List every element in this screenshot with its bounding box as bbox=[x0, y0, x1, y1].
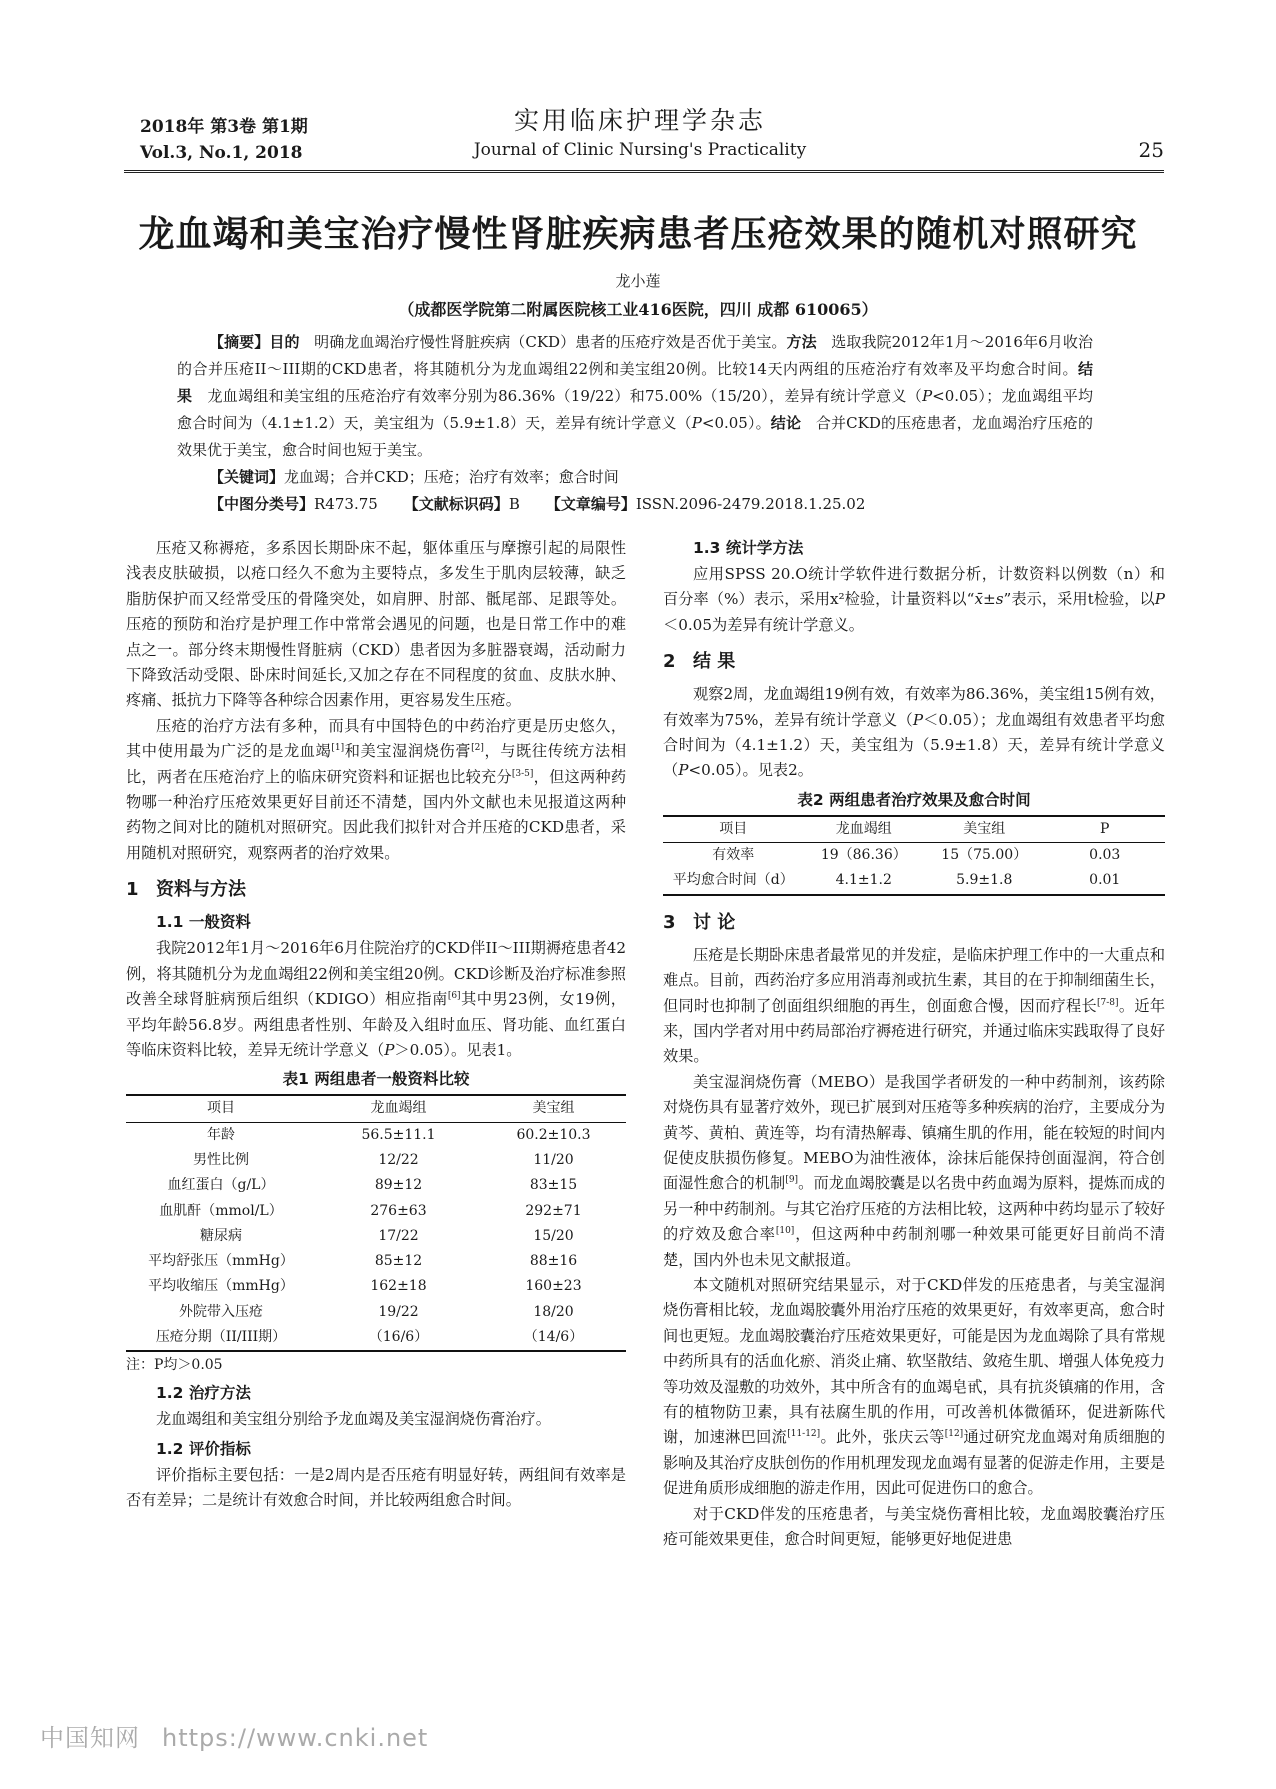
table-cell: 15（75.00） bbox=[941, 847, 1028, 864]
body-text: 本文随机对照研究结果显示，对于CKD伴发的压疮患者，与美宝湿润烧伤膏相比较，龙血竭胶囊外用治疗压疮的效果更好，有效率更高，愈合时间也更短。龙血竭胶囊治疗压疮效果更好，可能是因为龙血竭除了具有常规中药所具有的活血化瘀、消炎止痛、软坚散结、敛疮生肌、增强人体免疫力等功效及湿敷的功效外，其中所含有的血竭皂甙，具有抗炎镇痛的作用，含有的植物防卫素，具有祛腐生肌的作用，可改善机体微循环，促进新陈代谢，加速淋巴回流 bbox=[663, 1276, 1165, 1447]
table-cell: 15/20 bbox=[533, 1227, 574, 1244]
body-text: 观察2周，龙血竭组19例有效，有效率为86.36%，美宝组15例有效，有效率为75%，差异有统计学意义（ bbox=[663, 685, 1165, 729]
intro-paragraph-2 bbox=[126, 714, 626, 866]
table-row bbox=[663, 843, 1165, 869]
subsection-1-1-heading: 1.1 一般资料 bbox=[156, 913, 251, 932]
p-symbol: P bbox=[384, 1040, 395, 1059]
table-row bbox=[663, 868, 1165, 894]
doc-code-label: 【文献标识码】 bbox=[403, 495, 509, 513]
body-text: 压疮是长期卧床患者最常见的并发症，是临床护理工作中的一大重点和难点。目前，西药治疗多应用消毒剂或抗生素，其目的在于抑制细菌生长，但同时也抑制了创面组织细胞的再生，创面愈合慢，因而疗程长 bbox=[663, 945, 1165, 1015]
p-symbol: P bbox=[912, 710, 924, 729]
table-1 bbox=[126, 1094, 626, 1352]
table-cell: 19（86.36） bbox=[820, 847, 907, 864]
issue-en: Vol.3, No.1, 2018 bbox=[140, 143, 303, 163]
body-text: 通过研究龙血竭对角质细胞的影响及其治疗皮肤创伤的作用机理发现龙血竭有显著的促游走作用，主要是促进角质形成细胞的游走作用，因此可促进伤口的愈合。 bbox=[663, 1428, 1166, 1498]
table-cell: 12/22 bbox=[378, 1151, 419, 1168]
p-symbol: P bbox=[1154, 590, 1165, 609]
cnki-watermark bbox=[40, 1718, 428, 1753]
table-row bbox=[126, 1300, 626, 1325]
running-header-issue bbox=[140, 114, 308, 166]
objective-label: 目的 bbox=[269, 333, 300, 351]
abstract-block bbox=[177, 329, 1093, 518]
right-column bbox=[663, 536, 1165, 1552]
clc-label: 【中图分类号】 bbox=[209, 495, 315, 513]
body-text: ”表示，采用t检验，以 bbox=[1003, 590, 1155, 609]
intro-text: 压疮的治疗方法有多种，而具有中国特色的中药治疗更是历史悠久，其中使用最为广泛的是龙血竭 bbox=[126, 716, 626, 761]
body-text: <0.05）。见表2。 bbox=[688, 761, 813, 780]
section-number: 3 bbox=[663, 911, 676, 933]
section-2-heading bbox=[663, 647, 1165, 677]
running-header-journal bbox=[420, 104, 860, 162]
table-cell: 11/20 bbox=[533, 1151, 574, 1168]
methods-label: 方法 bbox=[786, 333, 817, 351]
results-text-a: 龙血竭组和美宝组的压疮治疗有效率分别为86.36%（19/22）和75.00%（15/20），差异有统计学意义（ bbox=[207, 387, 923, 405]
table-cell: 血肌酐（mmol/L） bbox=[159, 1202, 283, 1219]
left-column bbox=[126, 536, 626, 1514]
table-2-title: 表2 两组患者治疗效果及愈合时间 bbox=[797, 790, 1031, 809]
intro-text: ，但这两种药物哪一种治疗压疮效果更好目前还不清楚，国内外文献也未见报道这两种药物之间对比的随机对照研究。因此我们拟针对合并压疮的CKD患者，采用随机对照研究，观察两者的治疗效果。 bbox=[126, 767, 627, 862]
table-row bbox=[126, 1224, 626, 1249]
table-cell: 56.5±11.1 bbox=[361, 1126, 436, 1143]
subsection-1-1-text bbox=[126, 936, 626, 1063]
section-title: 讨 论 bbox=[693, 911, 736, 933]
table-cell: （16/6） bbox=[368, 1328, 429, 1345]
table-cell: 年龄 bbox=[207, 1126, 235, 1143]
results-paragraph bbox=[663, 682, 1165, 784]
body-text: 。近年来，国内学者对用中药局部治疗褥疮进行研究，并通过临床实践取得了良好效果。 bbox=[663, 996, 1166, 1066]
subsection-1-2-text: 龙血竭组和美宝组分别给予龙血竭及美宝湿润烧伤膏治疗。 bbox=[156, 1410, 551, 1429]
table-cell: 89±12 bbox=[374, 1177, 423, 1194]
table-cell: 60.2±10.3 bbox=[516, 1126, 591, 1143]
table-1-note: 注：P均＞0.05 bbox=[126, 1357, 223, 1374]
section-number: 2 bbox=[663, 651, 676, 673]
table-header-cell: P bbox=[1100, 820, 1110, 837]
classification-line bbox=[177, 491, 1093, 518]
conclusion-label: 结论 bbox=[770, 414, 802, 432]
journal-name-cn: 实用临床护理学杂志 bbox=[513, 106, 766, 135]
table-1-title: 表1 两组患者一般资料比较 bbox=[282, 1070, 470, 1089]
subsection-evaluation-text: 评价指标主要包括：一是2周内是否压疮有明显好转，两组间有效率是否有差异；二是统计有效愈合时间，并比较两组愈合时间。 bbox=[126, 1465, 626, 1510]
objective-text: 明确龙血竭治疗慢性肾脏疾病（CKD）患者的压疮疗效是否优于美宝。 bbox=[314, 333, 787, 351]
table-header-cell: 美宝组 bbox=[963, 820, 1006, 837]
table-cell: 88±16 bbox=[529, 1253, 578, 1270]
table-row bbox=[126, 1199, 626, 1224]
section-3-heading bbox=[663, 908, 1165, 938]
section-1-heading bbox=[126, 875, 626, 905]
discussion-paragraph-3 bbox=[663, 1273, 1165, 1502]
doc-code-value: B bbox=[508, 495, 520, 513]
body-text: 其中男23例，女19例，平均年龄56.8岁。两组患者性别、年龄及入组时血压、肾功能、血红蛋白等临床资料比较，差异无统计学意义（ bbox=[126, 990, 626, 1059]
mean-sd-symbol: x̄±s bbox=[974, 590, 1004, 609]
table-row bbox=[126, 1249, 626, 1274]
table-cell: 17/22 bbox=[378, 1227, 419, 1244]
body-text: 应用SPSS 20.O统计学软件进行数据分析，计数资料以例数（n）和百分率（%）表示，采用x²检验，计量资料以“ bbox=[663, 565, 1165, 609]
conclusion-text: 合并CKD的压疮患者，龙血竭治疗压疮的效果优于美宝，愈合时间也短于美宝。 bbox=[177, 414, 1093, 459]
table-cell: 男性比例 bbox=[193, 1151, 249, 1168]
issue-cn: 2018年 第3卷 第1期 bbox=[140, 117, 308, 137]
body-text: 。此外，张庆云等 bbox=[820, 1428, 945, 1447]
table-row bbox=[126, 1274, 626, 1299]
table-row bbox=[126, 1325, 626, 1351]
methods-text: 选取我院2012年1月～2016年6月收治的合并压疮II～III期的CKD患者，将其随机分为龙血竭组22例和美宝组20例。比较14天内两组的压疮治疗有效率及平均愈合时间。 bbox=[177, 333, 1093, 378]
header-rule bbox=[124, 170, 1164, 173]
table-cell: 18/20 bbox=[533, 1303, 574, 1320]
citation: [7-8] bbox=[1097, 997, 1119, 1008]
table-cell: 160±23 bbox=[525, 1278, 582, 1295]
citation: [1] bbox=[331, 743, 345, 754]
p-symbol: P bbox=[922, 387, 933, 405]
table-cell: 平均收缩压（mmHg） bbox=[148, 1278, 294, 1295]
body-text: ＜0.05）；龙血竭组有效患者平均愈合时间为（4.1±1.2）天，美宝组为（5.9±1.8）天，差异有统计学意义（ bbox=[663, 710, 1165, 780]
keywords-text: 龙血竭；合并CKD；压疮；治疗有效率；愈合时间 bbox=[284, 468, 619, 486]
results-label: 结果 bbox=[177, 360, 1093, 405]
body-text: 美宝湿润烧伤膏（MEBO）是我国学者研发的一种中药制剂，该药除对烧伤具有显著疗效外，现已扩展到对压疮等多种疾病的治疗，主要成分为黄芩、黄柏、黄连等，均有清热解毒、镇痛生肌的作用，能在较短的时间内促使皮肤损伤修复。MEBO为油性液体，涂抹后能保持创面湿润，符合创面湿性愈合的机制 bbox=[663, 1072, 1165, 1193]
table-cell: 292±71 bbox=[525, 1202, 582, 1219]
journal-name-en: Journal of Clinic Nursing's Practicality bbox=[473, 140, 807, 160]
table-row bbox=[126, 1122, 626, 1148]
table-header-row bbox=[126, 1095, 626, 1122]
table-cell: 4.1±1.2 bbox=[835, 872, 892, 889]
table-cell: 85±12 bbox=[374, 1253, 423, 1270]
watermark-url: https://www.cnki.net bbox=[162, 1724, 429, 1752]
table-header-cell: 项目 bbox=[719, 820, 748, 837]
table-cell: 糖尿病 bbox=[200, 1227, 242, 1244]
body-text: ＜0.05为差异有统计学意义。 bbox=[663, 615, 864, 634]
table-cell: 压疮分期（II/III期） bbox=[155, 1328, 287, 1345]
discussion-paragraph-2 bbox=[663, 1070, 1165, 1273]
discussion-paragraph-1 bbox=[663, 943, 1165, 1070]
table-cell: （14/6） bbox=[523, 1328, 584, 1345]
subsection-1-3-heading: 1.3 统计学方法 bbox=[693, 539, 804, 557]
table-header-row bbox=[663, 816, 1165, 843]
results-text-c: <0.05）。 bbox=[701, 414, 771, 432]
section-number: 1 bbox=[126, 879, 139, 901]
table-cell: 血红蛋白（g/L） bbox=[167, 1177, 275, 1194]
table-cell: 平均愈合时间（d） bbox=[672, 872, 794, 889]
article-affiliation: （成都医学院第二附属医院核工业416医院，四川 成都 610065） bbox=[398, 300, 878, 319]
keywords-label: 【关键词】 bbox=[209, 468, 285, 486]
abstract-label: 【摘要】 bbox=[209, 333, 270, 351]
citation: [10] bbox=[775, 1226, 795, 1237]
citation: [9] bbox=[785, 1175, 799, 1186]
article-author: 龙小莲 bbox=[615, 272, 661, 290]
table-header-cell: 美宝组 bbox=[532, 1100, 575, 1117]
article-number-value: ISSN.2096-2479.2018.1.25.02 bbox=[635, 495, 866, 513]
table-cell: 平均舒张压（mmHg） bbox=[148, 1253, 294, 1270]
intro-text: 和美宝湿润烧伤膏 bbox=[344, 742, 472, 761]
citation: [6] bbox=[447, 991, 461, 1002]
clc-value: R473.75 bbox=[314, 495, 378, 513]
article-number-label: 【文章编号】 bbox=[545, 495, 636, 513]
table-header-cell: 项目 bbox=[207, 1100, 235, 1117]
section-title: 资料与方法 bbox=[156, 879, 246, 901]
body-text: ＞0.05）。见表1。 bbox=[394, 1040, 522, 1059]
table-cell: 83±15 bbox=[529, 1177, 578, 1194]
section-title: 结 果 bbox=[693, 651, 736, 673]
table-cell: 162±18 bbox=[370, 1278, 427, 1295]
table-cell: 19/22 bbox=[378, 1303, 419, 1320]
table-row bbox=[126, 1148, 626, 1173]
abstract-paragraph bbox=[177, 329, 1093, 464]
citation: [12] bbox=[944, 1429, 964, 1440]
table-header-cell: 龙血竭组 bbox=[835, 820, 892, 837]
table-header-cell: 龙血竭组 bbox=[370, 1100, 427, 1117]
p-symbol: P bbox=[678, 761, 689, 780]
article-title: 龙血竭和美宝治疗慢性肾脏疾病患者压疮效果的随机对照研究 bbox=[138, 214, 1138, 255]
subsection-1-3-text bbox=[663, 562, 1165, 638]
body-text: 。而龙血竭胶囊是以名贵中药血竭为原料，提炼而成的另一种中药制剂。与其它治疗压疮的方法相比较，这两种中药均显示了较好的疗效及愈合率 bbox=[663, 1174, 1165, 1244]
citation: [2] bbox=[471, 743, 484, 754]
p-symbol: P bbox=[691, 414, 702, 432]
table-row bbox=[126, 1173, 626, 1198]
keywords-line bbox=[177, 464, 1093, 491]
page-number: 25 bbox=[1138, 138, 1164, 162]
table-cell: 0.01 bbox=[1089, 872, 1121, 889]
table-cell: 5.9±1.8 bbox=[956, 872, 1013, 889]
results-text-b: <0.05）；龙血竭组平均愈合时间为（4.1±1.2）天，美宝组为（5.9±1.8）天，差异有统计学意义（ bbox=[177, 387, 1093, 432]
table-cell: 0.03 bbox=[1089, 847, 1121, 864]
citation: [3-5] bbox=[511, 768, 534, 779]
citation: [11-12] bbox=[787, 1429, 821, 1440]
table-cell: 外院带入压疮 bbox=[179, 1303, 263, 1320]
intro-text: ，与既往传统方法相比，两者在压疮治疗上的临床研究资料和证据也比较充分 bbox=[126, 742, 627, 786]
table-2 bbox=[663, 815, 1165, 896]
watermark-site-name: 中国知网 bbox=[40, 1724, 140, 1752]
body-text: ，但这两种中药制剂哪一种效果可能更好目前尚不清楚，国内外也未见文献报道。 bbox=[663, 1225, 1166, 1269]
discussion-paragraph-4: 对于CKD伴发的压疮患者，与美宝烧伤膏相比较，龙血竭胶囊治疗压疮可能效果更佳，愈合时间更短，能够更好地促进患 bbox=[663, 1504, 1165, 1549]
subsection-evaluation-heading: 1.2 评价指标 bbox=[156, 1439, 251, 1458]
table-cell: 276±63 bbox=[370, 1202, 427, 1219]
table-cell: 有效率 bbox=[712, 847, 755, 864]
subsection-1-2-heading: 1.2 治疗方法 bbox=[156, 1384, 251, 1403]
intro-paragraph-1: 压疮又称褥疮，多系因长期卧床不起，躯体重压与摩擦引起的局限性浅表皮肤破损，以疮口经久不愈为主要特点，多发生于肌肉层较薄，缺乏脂肪保护而又经常受压的骨隆突处，如肩胛、肘部、骶尾部、足跟等处。压疮的预防和治疗是护理工作中常常会遇见的问题，也是日常工作中的难点之一。部分终末期慢性肾脏病（CKD）患者因为多脏器衰竭，活动耐力下降致活动受限、卧床时间延长,又加之存在不同程度的贫血、皮肤水肿、疼痛、抵抗力下降等各种综合因素作用，更容易发生压疮。 bbox=[126, 539, 626, 710]
body-text: 我院2012年1月～2016年6月住院治疗的CKD伴II～III期褥疮患者42例，将其随机分为龙血竭组22例和美宝组20例。CKD诊断及治疗标准参照改善全球肾脏病预后组织（KDIGO）相应指南 bbox=[126, 939, 626, 1009]
